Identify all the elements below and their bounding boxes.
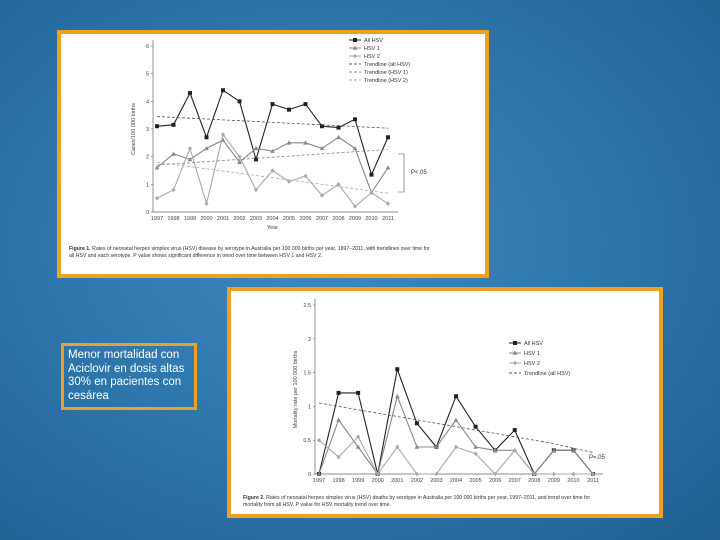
data-point — [353, 54, 357, 59]
data-point — [188, 146, 192, 151]
data-point — [204, 201, 208, 206]
y-tick-label: 2.5 — [303, 303, 311, 309]
x-tick-label: 2001 — [216, 216, 230, 222]
x-tick-label: 2003 — [430, 478, 443, 484]
data-point — [336, 135, 341, 139]
data-point — [454, 394, 458, 398]
y-tick-label: 3 — [145, 127, 149, 133]
data-point — [474, 425, 478, 429]
data-point — [171, 188, 175, 193]
x-tick-label: 2009 — [348, 216, 362, 222]
x-tick-label: 2008 — [528, 478, 541, 484]
legend-label: All HSV — [524, 341, 543, 347]
x-tick-label: 2005 — [282, 216, 296, 222]
data-point — [353, 117, 357, 121]
legend-label: Trendline (all HSV) — [364, 62, 411, 68]
legend-label: HSV 2 — [364, 54, 380, 60]
data-point — [395, 367, 399, 371]
y-tick-label: 0 — [307, 472, 311, 478]
x-tick-label: 2000 — [200, 216, 213, 222]
data-point — [386, 135, 390, 139]
x-tick-label: 1997 — [150, 216, 164, 222]
x-tick-label: 2010 — [567, 478, 580, 484]
series-1 — [317, 394, 596, 476]
y-axis-title: Cases/100 000 births — [131, 103, 137, 155]
x-tick-label: 1999 — [352, 478, 365, 484]
note-line: cesárea — [68, 389, 109, 402]
y-tick-label: 2 — [145, 154, 149, 161]
data-point — [155, 196, 159, 201]
legend-label: HSV 2 — [524, 361, 540, 367]
p-value-bracket — [398, 154, 404, 192]
x-tick-label: 2002 — [410, 478, 423, 484]
data-point — [513, 361, 517, 366]
series-line — [319, 396, 593, 474]
y-tick-label: 4 — [145, 99, 149, 106]
p-value-annotation: P<.05 — [411, 170, 427, 176]
series-line — [157, 162, 388, 193]
data-point — [454, 418, 459, 422]
x-tick-label: 2011 — [382, 216, 394, 222]
data-point — [353, 146, 358, 150]
data-point — [353, 38, 357, 42]
data-point — [304, 102, 308, 106]
x-tick-label: 2008 — [332, 216, 345, 222]
data-point — [513, 428, 517, 432]
x-tick-label: 2005 — [469, 478, 482, 484]
x-tick-label: 2011 — [587, 478, 599, 484]
y-tick-label: 6 — [145, 44, 149, 50]
p-value-annotation: P=.05 — [589, 455, 605, 461]
series-0 — [155, 88, 390, 176]
x-tick-label: 1998 — [167, 216, 180, 222]
figure-caption: Figure 2. Rates of neonatal herpes simplex virus (HSV) deaths by serotype in Australia per 100 000 births per year, 1997–2011, and trend over time for mortality from all HSV. P value for HSV mortality trend over time. — [243, 495, 591, 508]
x-tick-label: 2000 — [371, 478, 384, 484]
data-point — [171, 152, 176, 156]
notes-box — [61, 343, 197, 410]
y-tick-label: 1 — [145, 182, 149, 189]
x-tick-label: 2009 — [547, 478, 560, 484]
y-tick-label: 0 — [145, 210, 149, 216]
legend-label: Trendline (HSV 1) — [364, 70, 408, 76]
x-tick-label: 2010 — [365, 216, 378, 222]
series-1 — [155, 135, 391, 195]
note-line: 30% en pacientes con — [68, 376, 182, 388]
figure-caption: Figure 1. Rates of neonatal herpes simplex virus (HSV) disease by serotype in Australia per 100 000 births per year, 1997–2011, with trendlines over time for all HSV and each serotype. P value shows significant difference in trend over time between HSV 1 and HSV 2. — [69, 246, 430, 259]
series-line — [319, 437, 593, 474]
legend-label: Trendline (HSV 2) — [364, 78, 408, 84]
x-tick-label: 2006 — [299, 216, 312, 222]
figure-2-chart — [231, 291, 659, 514]
x-axis-title: Year — [266, 225, 279, 231]
data-point — [188, 91, 192, 95]
data-point — [287, 108, 291, 112]
data-point — [271, 102, 275, 106]
data-point — [513, 341, 517, 345]
y-tick-label: 0.5 — [303, 438, 311, 445]
data-point — [395, 394, 400, 398]
data-point — [238, 99, 242, 103]
data-point — [172, 123, 176, 127]
series-2 — [317, 435, 595, 477]
legend-label: Trendline (all HSV) — [524, 371, 571, 377]
data-point — [221, 88, 225, 92]
series-2 — [155, 132, 390, 209]
x-tick-label: 1998 — [332, 478, 345, 484]
x-tick-label: 2004 — [266, 216, 279, 222]
note-line: Menor mortalidad con — [68, 349, 180, 361]
data-point — [336, 418, 341, 422]
data-point — [571, 472, 575, 477]
y-tick-label: 2 — [307, 336, 311, 343]
data-point — [155, 124, 159, 128]
y-tick-label: 5 — [145, 71, 149, 78]
x-tick-label: 2007 — [508, 478, 521, 484]
data-point — [552, 472, 556, 477]
x-tick-label: 2004 — [449, 478, 463, 484]
x-tick-label: 2006 — [489, 478, 502, 484]
data-point — [337, 391, 341, 395]
y-axis-title: Mortality rate per 100 000 births — [293, 350, 299, 429]
x-tick-label: 1999 — [183, 216, 197, 222]
y-tick-label: 1 — [307, 404, 311, 411]
note-line: Aciclovir en dosis altas — [68, 362, 185, 375]
data-point — [415, 421, 419, 425]
series-5 — [157, 162, 388, 193]
figure-1-frame — [57, 30, 489, 278]
data-point — [337, 126, 341, 130]
legend — [349, 38, 410, 84]
series-line — [157, 137, 388, 192]
figure-1-chart — [61, 34, 485, 274]
legend-label: HSV 1 — [524, 351, 540, 357]
data-point — [254, 146, 259, 150]
legend — [509, 341, 570, 377]
data-point — [356, 391, 360, 395]
x-tick-label: 2002 — [233, 216, 246, 222]
x-tick-label: 2001 — [391, 478, 404, 484]
x-tick-label: 2003 — [249, 216, 263, 222]
data-point — [370, 173, 374, 177]
figure-2-frame — [227, 287, 663, 518]
x-tick-label: 1997 — [312, 478, 326, 484]
y-tick-label: 1.5 — [303, 370, 311, 377]
data-point — [386, 165, 391, 169]
x-tick-label: 2007 — [315, 216, 329, 222]
data-point — [205, 135, 209, 139]
legend-label: HSV 1 — [364, 46, 380, 52]
legend-label: All HSV — [364, 38, 383, 44]
